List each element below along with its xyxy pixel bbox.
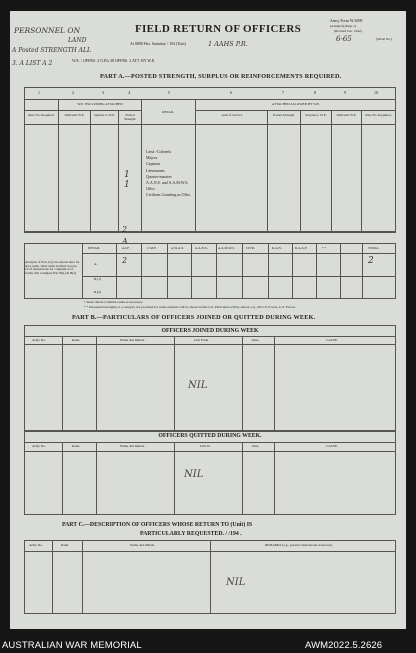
quitted-hdr-name: Name and Initials. xyxy=(120,444,145,448)
row-label-a: A. xyxy=(94,262,98,266)
col-num-2: 2 xyxy=(72,90,74,95)
joined-heading: OFFICERS JOINED DURING WEEK xyxy=(161,328,259,334)
joined-nil-entry: NIL xyxy=(188,380,208,391)
part-a-heading: PART A.—POSTED STRENGTH, SURPLUS OR REINFORCEMENTS REQUIRED. xyxy=(100,73,342,80)
we-excluding-attached: W.E. EXCLUDING ATTACHED xyxy=(77,102,123,106)
hdr-surplus: Surplus to W.E. xyxy=(93,113,116,117)
hdr-deficient-2: Deficient W.E. xyxy=(336,113,357,117)
part-c-subheading: PARTICULARLY REQUESTED. / /194 . xyxy=(140,531,242,537)
col-num-4: 4 xyxy=(128,90,130,95)
rank-civilians: Civilians Counting as Offrs. xyxy=(146,192,192,198)
col-num-3: 3 xyxy=(102,90,104,95)
analysis-note: Analysis of Part A (to be shown here for ALL units. Only units notified in para. 10 of instructions for completion of forms will complete Part B(1) & B(2) xyxy=(25,260,80,276)
col-num-7: 7 xyxy=(282,90,284,95)
form-adapted-note: (Adapted) (Page 1) xyxy=(330,24,356,28)
an-hdr-detail: DETAIL xyxy=(88,246,100,250)
handwritten-personnel-note: PERSONNEL ON xyxy=(14,26,81,35)
hdr-arm-of-service: Arm of Service xyxy=(221,113,243,117)
an-hdr-aamws: A.A.M.W.S. xyxy=(218,246,235,250)
an-hdr-aif: A.I.F. xyxy=(122,246,130,250)
quitted-hdr-rank: Rank. xyxy=(72,444,81,448)
handwritten-analysis-2b: 2 xyxy=(122,256,128,265)
attached-allowed: ATTACHED ALLOWED BY W.E. xyxy=(272,102,320,106)
row-label-b2: B.(2) xyxy=(94,290,102,294)
an-hdr-ran: R.A.N. xyxy=(272,246,282,250)
handwritten-serial-number: 6-65 xyxy=(336,35,352,43)
quitted-heading: OFFICERS QUITTED DURING WEEK. xyxy=(158,433,262,439)
rank-quarter-masters: Quarter-masters xyxy=(146,173,172,179)
quitted-hdr-date: Date. xyxy=(252,444,260,448)
an-hdr-cmf: C.M.F. xyxy=(147,246,157,250)
joined-hdr-rank: Rank. xyxy=(72,338,81,342)
we-offrs-line: W.E. / OFFRS. 2 O.R's 38 OFFRS. 2 ATT. BY W.E. xyxy=(72,58,156,63)
hours-date-line: At 0800 Hrs. Saturday / 194 (Unit) xyxy=(130,41,186,46)
rank-majors: Majors xyxy=(146,155,158,161)
handwritten-analysis-2a: 2 xyxy=(122,225,128,234)
archive-reference: AWM2022.5.2626 xyxy=(305,640,383,651)
col-num-5: 5 xyxy=(168,90,170,95)
col-num-10: 10 xyxy=(374,90,378,95)
rank-lieutenants: Lieutenants xyxy=(146,167,165,173)
footnote-1: * Insert detail of similar ranks as necessary. xyxy=(84,300,144,304)
handwritten-unit: 1 AAHS P.R. xyxy=(208,40,248,48)
joined-hdr-unit-from: Unit From xyxy=(194,338,209,342)
form-page xyxy=(10,11,406,629)
quitted-hdr-cause: CAUSE. xyxy=(326,444,338,448)
joined-hdr-cause: CAUSE. xyxy=(326,338,338,342)
row-label-b1: B.(1) xyxy=(94,277,102,281)
col-num-1: 1 xyxy=(38,90,40,95)
c-hdr-name: Name and Initials. xyxy=(130,543,155,547)
col-num-6: 6 xyxy=(230,90,232,95)
handwritten-captains-count: 1 xyxy=(124,170,130,180)
hdr-posted-strength-2: Posted Strength. xyxy=(272,113,296,117)
rank-list xyxy=(146,149,196,199)
joined-hdr-date: Date. xyxy=(252,338,260,342)
hdr-posted-strength: Posted Strength. xyxy=(123,113,137,121)
part-c-nil-entry: NIL xyxy=(226,577,246,588)
handwritten-lieutenants-count: 1 xyxy=(124,180,130,190)
quitted-nil-entry: NIL xyxy=(184,469,204,480)
c-hdr-rank: Rank. xyxy=(61,543,70,547)
quitted-hdr-unit-to: Unit To xyxy=(200,444,211,448)
rank-aans: A.A.N.S. and A.A.M.W.S. Offrs. xyxy=(146,179,189,192)
c-hdr-remarks: REMARKS (e.g., present whereabouts if known). xyxy=(265,543,333,547)
an-hdr-civil: CIVIL xyxy=(246,246,256,250)
col-num-8: 8 xyxy=(314,90,316,95)
col-num-9: 9 xyxy=(344,90,346,95)
rank-lieut-colonels: Lieut.-Colonels xyxy=(146,149,171,154)
serial-no-label: (Serial No.) xyxy=(376,37,393,41)
rank-captains: Captains xyxy=(146,161,160,167)
handwritten-posted-strength-note: A Posted STRENGTH ALL xyxy=(12,47,91,54)
handwritten-analysis-h: A xyxy=(122,237,128,246)
archive-credit: AUSTRALIAN WAR MEMORIAL xyxy=(2,640,142,651)
an-hdr-stars: * * xyxy=(322,246,327,250)
hdr-rate-required-2: Rate No. Required. xyxy=(365,113,392,117)
handwritten-location-note: LAND xyxy=(68,37,87,44)
joined-hdr-name: Name and Initials. xyxy=(120,338,145,342)
hdr-rate-required: Rate No. Required. xyxy=(28,113,55,117)
footnote-2: * * Personnel belonging to a category not provided for in the analysis will be shown in this Col. Particulars will be shown, e.g., M.U.S. Forces, U.S. Forces. xyxy=(84,305,296,309)
joined-hdr-army-no: Army No. xyxy=(32,338,46,342)
part-c-heading: PART C.—DESCRIPTION OF OFFICERS WHOSE RETURN TO (Unit) IS xyxy=(62,522,253,528)
an-hdr-awas: A.W.A.S. xyxy=(171,246,185,250)
part-b-heading: PART B.—PARTICULARS OF OFFICERS JOINED OR QUITTED DURING WEEK. xyxy=(72,314,316,321)
army-form-number: Army Form W.3008 xyxy=(330,18,363,23)
hdr-deficient: Deficient W.E. xyxy=(64,113,85,117)
an-hdr-total: TOTAL. xyxy=(368,246,380,250)
handwritten-total: 2 xyxy=(368,256,374,266)
form-title: FIELD RETURN OF OFFICERS xyxy=(135,23,302,35)
c-hdr-army-no: Army No. xyxy=(29,543,43,547)
form-revised-note: (Revised Jan., 1942) xyxy=(334,29,362,33)
quitted-hdr-army-no: Army No. xyxy=(32,444,46,448)
handwritten-list-note: 3. A LIST A 2 xyxy=(12,60,53,67)
an-hdr-raaf: R.A.A.F. xyxy=(295,246,308,250)
part-a-table xyxy=(24,87,396,232)
detail-header: DETAIL xyxy=(162,110,174,114)
an-hdr-aans: A.A.N.S. xyxy=(195,246,208,250)
hdr-surplus-2: Surplus to W.E. xyxy=(305,113,327,117)
